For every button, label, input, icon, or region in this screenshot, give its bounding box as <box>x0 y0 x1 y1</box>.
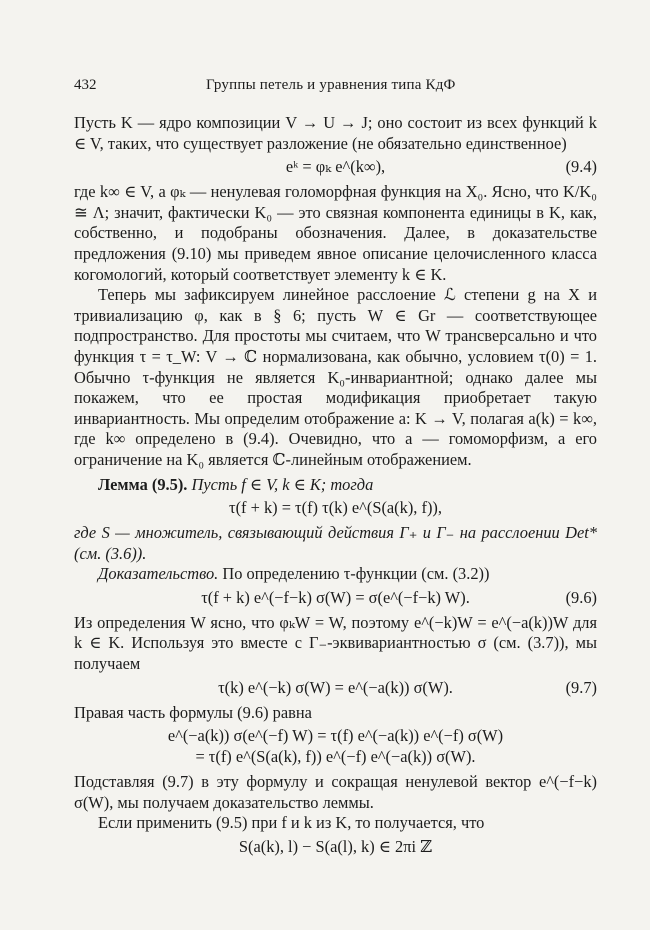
lemma-9-5 <box>74 475 597 496</box>
proof-heading: Доказательство. <box>98 564 219 584</box>
proof-text: По определению τ-функции (см. (3.2)) <box>222 564 490 584</box>
proof-start <box>74 564 597 585</box>
page-number: 432 <box>74 77 97 93</box>
equation-rhs-expansion <box>74 726 597 768</box>
equation-9-6-number: (9.6) <box>565 587 597 607</box>
equation-rhs-line-2: = τ(f) e^(S(a(k), f)) e^(−f) e^(−a(k)) σ(W). <box>195 747 476 767</box>
equation-9-7 <box>74 678 597 699</box>
running-header <box>74 77 594 99</box>
equation-9-4-formula: eᵏ = φₖ e^(k∞), <box>285 157 386 177</box>
equation-9-4-number: (9.4) <box>565 157 597 177</box>
equation-9-6 <box>74 588 597 609</box>
paragraph-1: Пусть K — ядро композиции V → U → J; оно состоит из всех функций k ∈ V, таких, что существует разложение (не обязательно единственное) <box>74 113 597 153</box>
paragraph-6: Подставляя (9.7) в эту формулу и сокращая ненулевой вектор e^(−f−k) σ(W), мы получаем доказательство леммы. <box>74 772 597 812</box>
paragraph-7: Если применить (9.5) при f и k из K, то получается, что <box>98 813 485 833</box>
equation-lemma-formula: τ(f + k) = τ(f) τ(k) e^(S(a(k), f)), <box>229 498 442 518</box>
page-body <box>74 113 597 862</box>
equation-9-7-formula: τ(k) e^(−k) σ(W) = e^(−a(k)) σ(W). <box>218 677 453 697</box>
equation-final-formula: S(a(k), l) − S(a(l), k) ∈ 2πi ℤ <box>238 837 433 857</box>
lemma-heading: Лемма (9.5). <box>98 474 188 494</box>
paragraph-4: Из определения W ясно, что φₖW = W, поэтому e^(−k)W = e^(−a(k))W для k ∈ K. Используя это вместе с Γ₋-эквивариантностью σ (см. (3.7)), мы получаем <box>74 612 597 674</box>
paragraph-3: Теперь мы зафиксируем линейное расслоение ℒ степени g на X и тривиализацию φ, как в § 6; пусть W ∈ Gr — соответствующее подпространство. Для простоты мы считаем, что W трансверсально и что функция τ = τ_W: V → ℂ нормализована, как обычно, условием τ(0) = 1. Обычно τ-функция не является K₀-инвариантной; однако далее мы покажем, что ее простая модификация приобретает такую инвариантность. Мы определим отображение a: K → V, полагая a(k) = k∞, где k∞ определено в (9.4). Очевидно, что a — гомоморфизм, а его ограничение на K₀ является ℂ-линейным отображением. <box>74 285 597 469</box>
equation-lemma <box>74 498 597 519</box>
lemma-continuation: где S — множитель, связывающий действия Γ₊ и Γ₋ на расслоении Det* (см. (3.6)). <box>74 523 597 563</box>
equation-final <box>74 837 597 858</box>
equation-rhs-line-1: e^(−a(k)) σ(e^(−f) W) = τ(f) e^(−a(k)) e^(−f) σ(W) <box>167 726 504 746</box>
paragraph-2: где k∞ ∈ V, а φₖ — ненулевая голоморфная функция на X₀. Ясно, что K/K₀ ≅ Λ; значит, фактически K₀ — это связная компонента единицы в K, как, собственно, и подобраны обозначения. Далее, в доказательстве предложения (9.10) мы приведем явное описание целочисленного класса когомологий, который соответствует элементу k ∈ K. <box>74 182 597 284</box>
equation-9-6-formula: τ(f + k) e^(−f−k) σ(W) = σ(e^(−f−k) W). <box>201 587 470 607</box>
lemma-statement: Пусть f ∈ V, k ∈ K; тогда <box>191 474 374 494</box>
paragraph-5: Правая часть формулы (9.6) равна <box>74 702 312 722</box>
equation-9-4 <box>74 157 597 178</box>
equation-9-7-number: (9.7) <box>565 677 597 697</box>
running-title: Группы петель и уравнения типа КдФ <box>206 77 456 93</box>
